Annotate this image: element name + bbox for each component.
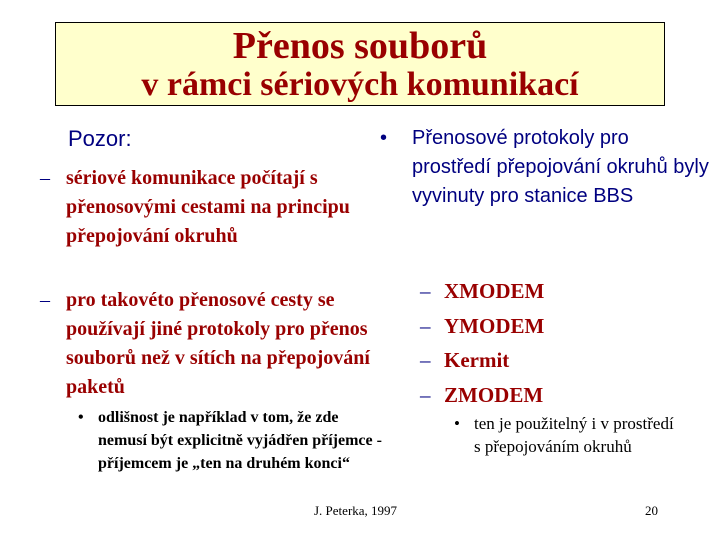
footer-author: J. Peterka, 1997 [314,503,398,518]
bullet-marker: • [78,409,84,426]
protocol-name: ZMODEM [444,382,544,407]
dash-marker: – [420,348,431,372]
left-item-1-text: sériové komunikace počítají s přenosovými cestami na principu přepojování okruhů [66,167,350,247]
protocol-item [420,309,544,344]
right-sub-note-text: ten je použitelný i v prostředí s přepojováním okruhů [474,414,674,456]
left-sub-note [78,406,388,475]
left-item-2-text: pro takovéto přenosové cesty se používají jiné protokoly pro přenos souborů než v sítích na přepojování paketů [66,289,370,398]
warning-heading: Pozor: [68,126,132,151]
right-main-bullet-text: Přenosové protokoly pro prostředí přepojování okruhů byly vyvinuty pro stanice BBS [412,127,709,207]
protocol-item [420,378,544,413]
footer-page-number: 20 [645,503,658,518]
dash-marker: – [420,382,431,407]
dash-marker: – [420,279,431,303]
dash-marker: – [420,313,431,338]
slide-title-line2: v rámci sériových komunikací [141,66,579,103]
bullet-marker: • [454,414,460,433]
bullet-marker: • [380,127,388,149]
protocol-list [420,274,544,412]
slide-title-line1: Přenos souborů [232,25,488,67]
dash-marker: – [40,167,50,189]
left-item-2 [40,286,380,402]
protocol-item [420,274,544,309]
left-sub-note-text: odlišnost je například v tom, že zde nemusí být explicitně vyjádřen příjemce - příjemcem je „ten na druhém konci“ [98,409,382,472]
protocol-name: YMODEM [444,313,545,338]
slide-title-box [55,22,665,106]
dash-marker: – [40,289,50,311]
protocol-name: XMODEM [444,279,545,303]
right-main-bullet [380,124,710,211]
right-sub-note [454,412,674,458]
protocol-name: Kermit [444,348,510,372]
protocol-item [420,343,544,378]
left-item-1 [40,164,380,251]
